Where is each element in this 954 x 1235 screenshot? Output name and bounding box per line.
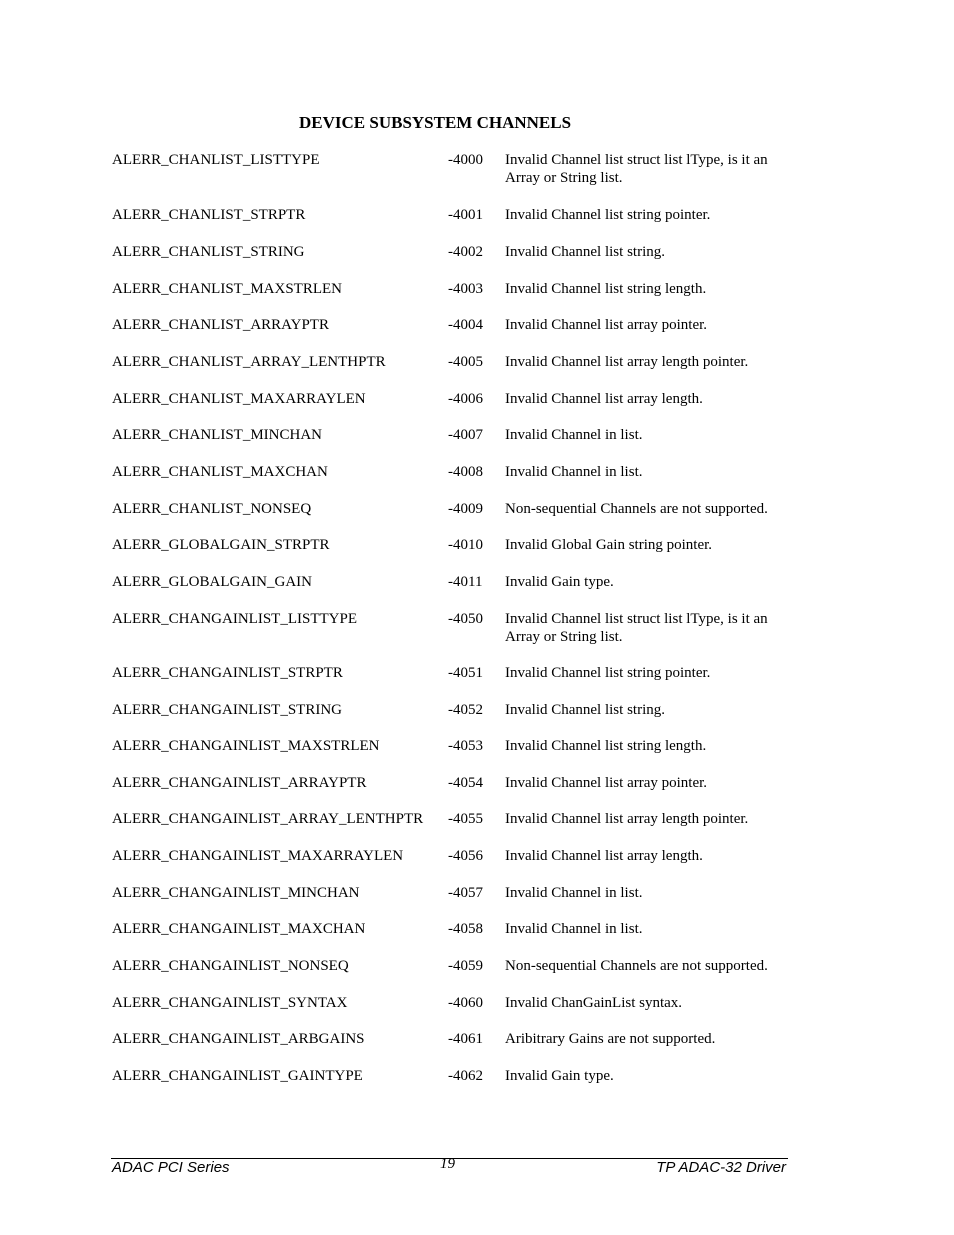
error-name: ALERR_CHANGAINLIST_NONSEQ <box>112 958 349 974</box>
error-code: -4000 <box>448 152 483 168</box>
error-code: -4010 <box>448 537 483 553</box>
error-description: Invalid Channel list array pointer. <box>505 317 708 333</box>
error-code: -4003 <box>448 281 483 297</box>
error-description: Non-sequential Channels are not supported. <box>505 501 768 517</box>
error-description: Invalid Gain type. <box>505 574 614 590</box>
error-code: -4052 <box>448 702 483 718</box>
error-code: -4053 <box>448 738 483 754</box>
error-code: -4006 <box>448 391 483 407</box>
error-code: -4011 <box>448 574 483 590</box>
error-code: -4054 <box>448 775 483 791</box>
error-description: Invalid Channel list string. <box>505 244 665 260</box>
error-name: ALERR_GLOBALGAIN_GAIN <box>112 574 312 590</box>
error-code: -4062 <box>448 1068 483 1084</box>
error-name: ALERR_GLOBALGAIN_STRPTR <box>112 537 330 553</box>
error-code: -4051 <box>448 665 483 681</box>
error-description: Aribitrary Gains are not supported. <box>505 1031 716 1047</box>
error-name: ALERR_CHANLIST_MAXARRAYLEN <box>112 391 366 407</box>
error-description: Invalid Channel in list. <box>505 921 643 937</box>
error-name: ALERR_CHANLIST_ARRAY_LENTHPTR <box>112 354 386 370</box>
error-code: -4007 <box>448 427 483 443</box>
footer-driver-name: TP ADAC-32 Driver <box>656 1159 786 1176</box>
error-code: -4008 <box>448 464 483 480</box>
error-description: Invalid Channel list array length. <box>505 391 703 407</box>
error-description: Invalid Channel list array pointer. <box>505 775 708 791</box>
error-code: -4060 <box>448 995 483 1011</box>
error-name: ALERR_CHANGAINLIST_ARRAY_LENTHPTR <box>112 811 424 827</box>
footer-page-number: 19 <box>440 1156 455 1172</box>
error-code: -4005 <box>448 354 483 370</box>
error-description: Invalid Channel in list. <box>505 885 643 901</box>
error-name: ALERR_CHANGAINLIST_MAXARRAYLEN <box>112 848 404 864</box>
error-description: Invalid Channel in list. <box>505 464 643 480</box>
error-description: Invalid Global Gain string pointer. <box>505 537 713 553</box>
error-code: -4059 <box>448 958 483 974</box>
error-description: Invalid Channel list array length pointer. <box>505 354 749 370</box>
error-description: Invalid Channel list string. <box>505 702 665 718</box>
error-description: Invalid Channel list string pointer. <box>505 207 711 223</box>
error-code: -4055 <box>448 811 483 827</box>
error-description: Invalid Channel in list. <box>505 427 643 443</box>
error-description: Invalid Channel list struct list lType, is it an Array or String list. <box>505 152 768 186</box>
error-name: ALERR_CHANLIST_STRPTR <box>112 207 306 223</box>
error-description: Invalid Channel list string pointer. <box>505 665 711 681</box>
error-name: ALERR_CHANGAINLIST_ARRAYPTR <box>112 775 367 791</box>
error-name: ALERR_CHANGAINLIST_MINCHAN <box>112 885 360 901</box>
error-description: Invalid Gain type. <box>505 1068 614 1084</box>
error-description: Invalid Channel list array length pointer. <box>505 811 749 827</box>
error-code: -4050 <box>448 611 483 627</box>
error-code: -4057 <box>448 885 483 901</box>
error-description: Invalid Channel list string length. <box>505 281 707 297</box>
error-name: ALERR_CHANGAINLIST_MAXCHAN <box>112 921 366 937</box>
error-name: ALERR_CHANGAINLIST_GAINTYPE <box>112 1068 363 1084</box>
error-name: ALERR_CHANLIST_ARRAYPTR <box>112 317 329 333</box>
error-name: ALERR_CHANLIST_MAXCHAN <box>112 464 328 480</box>
error-code: -4009 <box>448 501 483 517</box>
error-description: Invalid ChanGainList syntax. <box>505 995 683 1011</box>
error-name: ALERR_CHANLIST_NONSEQ <box>112 501 312 517</box>
error-name: ALERR_CHANLIST_LISTTYPE <box>112 152 320 168</box>
error-code: -4001 <box>448 207 483 223</box>
error-description: Invalid Channel list string length. <box>505 738 707 754</box>
error-code: -4061 <box>448 1031 483 1047</box>
footer-product-series: ADAC PCI Series <box>112 1159 230 1176</box>
error-description: Invalid Channel list struct list lType, is it an Array or String list. <box>505 611 768 645</box>
error-description: Non-sequential Channels are not supported. <box>505 958 768 974</box>
error-code: -4056 <box>448 848 483 864</box>
error-code: -4002 <box>448 244 483 260</box>
error-name: ALERR_CHANGAINLIST_LISTTYPE <box>112 611 357 627</box>
error-name: ALERR_CHANGAINLIST_MAXSTRLEN <box>112 738 380 754</box>
page-title: DEVICE SUBSYSTEM CHANNELS <box>299 113 572 132</box>
error-code: -4004 <box>448 317 483 333</box>
error-name: ALERR_CHANGAINLIST_STRPTR <box>112 665 343 681</box>
error-name: ALERR_CHANGAINLIST_STRING <box>112 702 342 718</box>
error-code: -4058 <box>448 921 483 937</box>
error-name: ALERR_CHANLIST_MAXSTRLEN <box>112 281 343 297</box>
error-name: ALERR_CHANGAINLIST_ARBGAINS <box>112 1031 365 1047</box>
error-description: Invalid Channel list array length. <box>505 848 703 864</box>
error-name: ALERR_CHANLIST_STRING <box>112 244 305 260</box>
error-name: ALERR_CHANGAINLIST_SYNTAX <box>112 995 348 1011</box>
error-name: ALERR_CHANLIST_MINCHAN <box>112 427 322 443</box>
